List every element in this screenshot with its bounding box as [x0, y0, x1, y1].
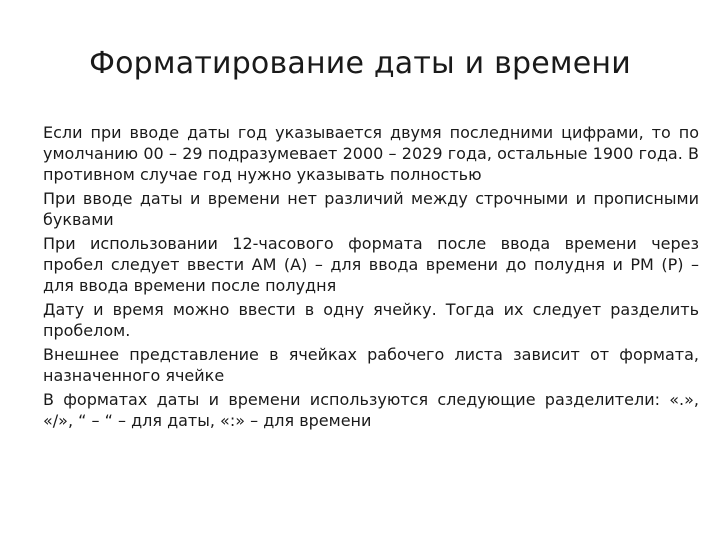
paragraph-separators: В форматах даты и времени используются следующие разделители: «.», «/», “ – “ – для даты, «:» – для времени — [43, 390, 699, 430]
paragraph-date-time-one-cell: Дату и время можно ввести в одну ячейку. Тогда их следует разделить пробелом. — [43, 300, 699, 340]
paragraph-12-hour-format: При использовании 12-часового формата после ввода времени через пробел следует ввести AM (A) – для ввода времени до полудня и PM (P) – для ввода времени после полудня — [43, 234, 699, 295]
slide-title: Форматирование даты и времени — [89, 46, 631, 81]
paragraph-case-insensitive: При вводе даты и времени нет различий между строчными и прописными буквами — [43, 189, 699, 229]
paragraph-two-digit-year: Если при вводе даты год указывается двумя последними цифрами, то по умолчанию 00 – 29 подразумевает 2000 – 2029 года, остальные 1900 года. В противном случае год нужно указывать полностью — [43, 123, 699, 184]
paragraph-display-format: Внешнее представление в ячейках рабочего листа зависит от формата, назначенного ячейке — [43, 345, 699, 385]
slide-body — [43, 122, 699, 434]
